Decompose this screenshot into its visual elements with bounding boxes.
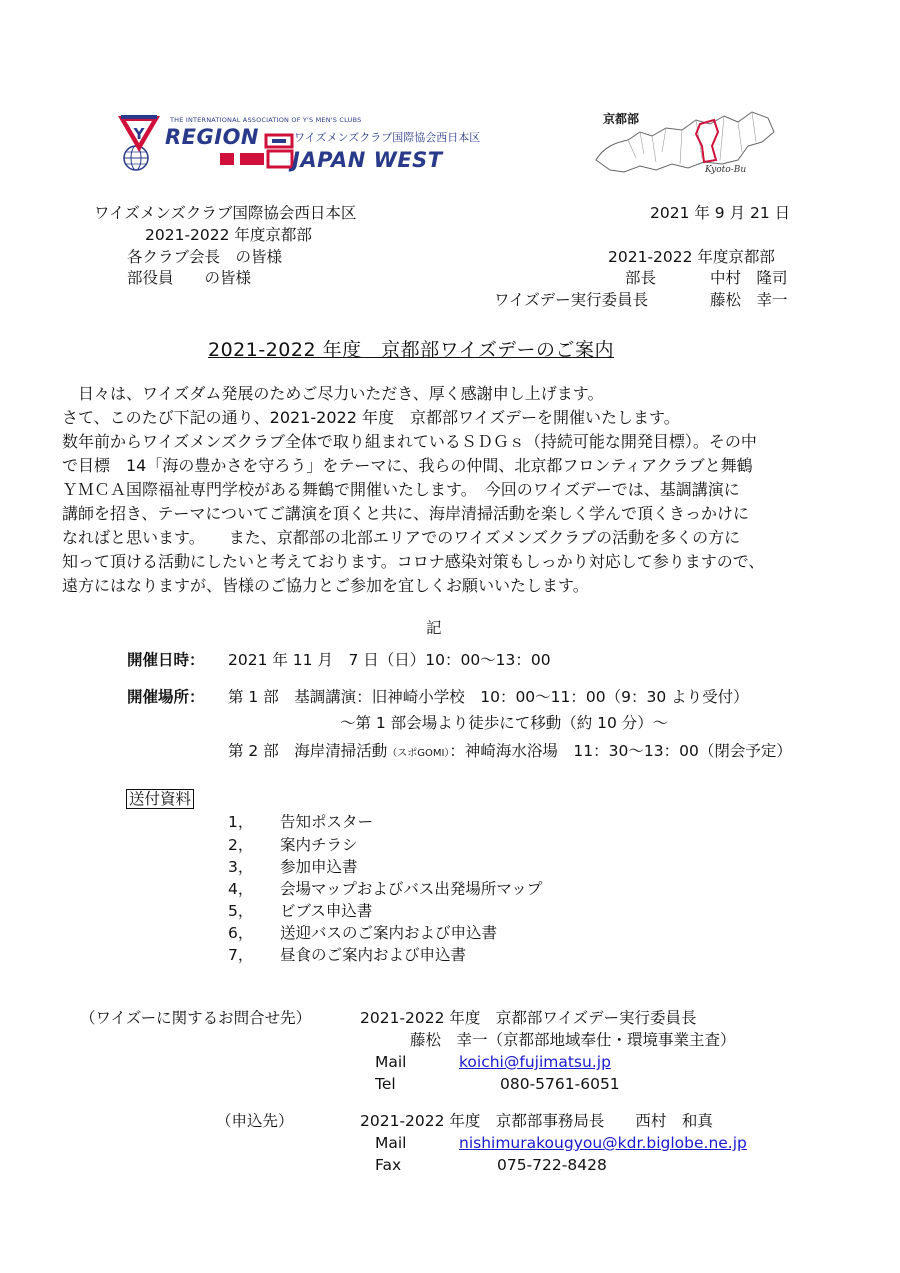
body-line: 知って頂ける活動にしたいと考えております。コロナ感染対策もしっかり対応して参りますので、 (62, 552, 765, 571)
apply-line-1: 2021-2022 年度 京都部事務局長 西村 和真 (360, 1112, 713, 1130)
from-dept: 2021-2022 年度京都部 (608, 248, 775, 266)
list-item: 7， 昼食のご案内および申込書 (228, 946, 467, 964)
apply-fax: 075-722-8428 (497, 1156, 607, 1174)
list-item: 1， 告知ポスター (228, 813, 374, 831)
body-line: なればと思います。 また、京都部の北部エリアでのワイズメンズクラブの活動を多くの方に (62, 528, 741, 547)
event-part-2-small: （スポGOMI） (387, 748, 450, 759)
logo-region-text: REGION (165, 125, 259, 149)
map-outline-icon (592, 102, 778, 182)
contact-line-2: 藤松 幸一（京都部地域奉仕・環境事業主査） (410, 1031, 736, 1049)
logo-association-text: THE INTERNATIONAL ASSOCIATION OF Y'S MEN'S CLUBS (170, 116, 362, 124)
sender-org: ワイズメンズクラブ国際協会西日本区 (94, 204, 357, 222)
list-item: 3， 参加申込書 (228, 858, 358, 876)
apply-label: （申込先） (216, 1112, 294, 1130)
logo-japanese-name: ワイズメンズクラブ国際協会西日本区 (294, 131, 481, 144)
recipient-line-1: 各クラブ会長 の皆様 (127, 248, 283, 266)
list-item: 2， 案内チラシ (228, 836, 358, 854)
body-line: ＹＭＣＡ国際福祉専門学校がある舞鶴で開催いたします。 今回のワイズデーでは、基調講演に (62, 480, 740, 499)
event-place-label: 開催場所： (127, 688, 205, 706)
svg-text:Y: Y (133, 125, 145, 143)
contact-tel: 080-5761-6051 (500, 1075, 620, 1093)
apply-mail-link[interactable]: nishimurakougyou@kdr.biglobe.ne.jp (459, 1134, 747, 1152)
body-line: 講師を招き、テーマについてご講演を頂くと共に、海岸清掃活動を楽しく学んで頂くきっかけに (62, 504, 750, 523)
contact-tel-label: Tel (375, 1075, 396, 1093)
event-part-2 (228, 741, 792, 764)
map-label: 京都部 (603, 112, 640, 126)
body-line: 数年前からワイズメンズクラブ全体で取り組まれているＳＤＧｓ（持続可能な開発目標）。その中 (62, 432, 757, 451)
contact-line-1: 2021-2022 年度 京都部ワイズデー実行委員長 (360, 1009, 697, 1027)
logo-block-decoration (218, 131, 298, 171)
attachments-label (126, 789, 194, 809)
logo-japan-west-text: JAPAN WEST (292, 148, 443, 172)
apply-fax-label: Fax (375, 1156, 402, 1174)
event-date-label: 開催日時： (127, 651, 205, 669)
event-part-2-main: 第 2 部 海岸清掃活動 (228, 742, 388, 760)
contact-mail-link[interactable]: koichi@fujimatsu.jp (459, 1053, 611, 1071)
body-line: 日々は、ワイズダム発展のためご尽力いただき、厚く感謝申し上げます。 (62, 384, 604, 403)
event-part-2-rest: ：神崎海水浴場 11：30～13：00（閉会予定） (449, 742, 792, 760)
list-item: 4， 会場マップおよびバス出発場所マップ (228, 880, 543, 898)
list-item: 6， 送迎バスのご案内および申込書 (228, 924, 498, 942)
body-line: 遠方にはなりますが、皆様のご協力とご参加を宜しくお願いいたします。 (62, 576, 589, 595)
list-item: 5， ビブス申込書 (228, 902, 373, 920)
from-name-2: 藤松 幸一 (710, 291, 788, 309)
event-date-value: 2021 年 11 月 7 日（日）10：00～13：00 (228, 651, 551, 669)
body-line: で目標 14「海の豊かさを守ろう」をテーマに、我らの仲間、北京都フロンティアクラブと舞鶴 (62, 456, 753, 475)
contact-mail-label: Mail (375, 1053, 407, 1071)
map-signature: Kyoto-Bu (705, 165, 747, 175)
body-paragraph (62, 382, 842, 598)
apply-mail-label: Mail (375, 1134, 407, 1152)
event-part-1: 第 1 部 基調講演：旧神崎小学校 10：00～11：00（9：30 より受付） (228, 688, 749, 706)
ki-heading: 記 (426, 619, 442, 637)
from-role-1: 部長 (625, 269, 657, 287)
from-name-1: 中村 隆司 (710, 269, 788, 287)
sender-dept: 2021-2022 年度京都部 (145, 226, 312, 244)
attachments-label-box: 送付資料 (126, 789, 194, 809)
from-role-2: ワイズデー実行委員長 (494, 291, 649, 309)
event-move-note: ～第 1 部会場より徒歩にて移動（約 10 分）～ (340, 714, 669, 732)
contact-label: （ワイズーに関するお問合せ先） (80, 1009, 312, 1027)
page-title: 2021-2022 年度 京都部ワイズデーのご案内 (208, 339, 614, 361)
document-date: 2021 年 9 月 21 日 (650, 204, 791, 222)
body-line: さて、このたび下記の通り、2021-2022 年度 京都部ワイズデーを開催いたします。 (62, 408, 680, 427)
recipient-line-2: 部役員 の皆様 (127, 269, 252, 287)
